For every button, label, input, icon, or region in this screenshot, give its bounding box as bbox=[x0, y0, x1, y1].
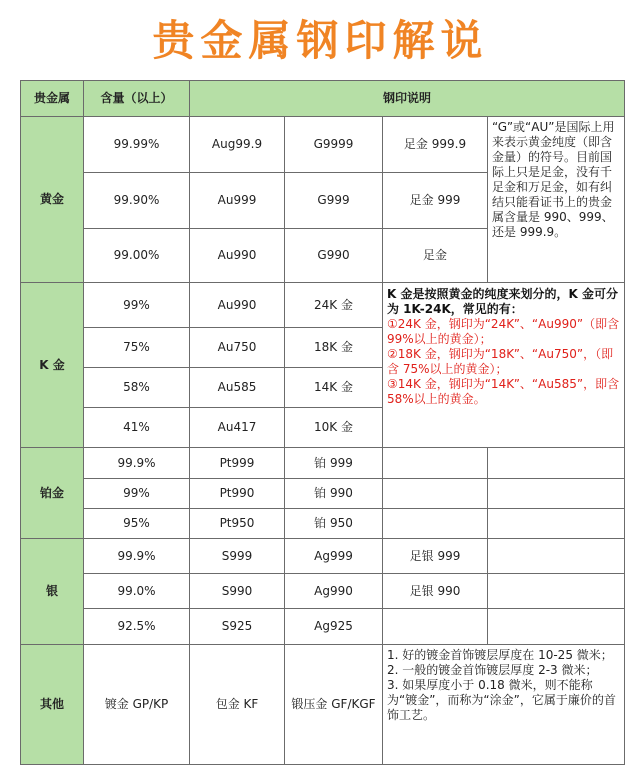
table-row bbox=[21, 117, 625, 173]
header-stamp-desc: 钢印说明 bbox=[190, 81, 625, 117]
k-gold-note bbox=[383, 283, 625, 448]
stamp-cell: G9999 bbox=[285, 117, 383, 173]
stamp-cell: Au750 bbox=[190, 328, 285, 368]
name-cell: 足银 990 bbox=[383, 574, 488, 609]
stamp-cell: G999 bbox=[285, 173, 383, 229]
empty-cell bbox=[383, 448, 488, 479]
empty-cell bbox=[383, 509, 488, 539]
k-gold-note-item: ①24K 金，钢印为“24K”、“Au990”（即含 99%以上的黄金）； bbox=[387, 317, 620, 346]
stamp-cell: Au990 bbox=[190, 229, 285, 283]
purity-cell: 99.9% bbox=[84, 539, 190, 574]
stamp-cell: 14K 金 bbox=[285, 368, 383, 408]
purity-cell: 99% bbox=[84, 479, 190, 509]
stamp-cell: Au990 bbox=[190, 283, 285, 328]
k-gold-note-item: ②18K 金，钢印为“18K”、“Au750”，（即含 75%以上的黄金）； bbox=[387, 347, 614, 376]
stamp-cell: S990 bbox=[190, 574, 285, 609]
header-metal: 贵金属 bbox=[21, 81, 84, 117]
name-cell: 足金 999.9 bbox=[383, 117, 488, 173]
header-content: 含量（以上） bbox=[84, 81, 190, 117]
other-note bbox=[383, 645, 625, 765]
name-cell: 足银 999 bbox=[383, 539, 488, 574]
other-note-item: 1. 好的镀金首饰镀层厚度在 10-25 微米； bbox=[387, 648, 613, 662]
stamp-cell: Au417 bbox=[190, 408, 285, 448]
plating-cell: 锻压金 GF/KGF bbox=[285, 645, 383, 765]
group-silver: 银 bbox=[21, 539, 84, 645]
table-row bbox=[21, 509, 625, 539]
empty-cell bbox=[488, 574, 625, 609]
stamp-cell: 铂 990 bbox=[285, 479, 383, 509]
stamp-cell: Pt999 bbox=[190, 448, 285, 479]
stamp-cell: Au585 bbox=[190, 368, 285, 408]
table-row bbox=[21, 479, 625, 509]
stamp-cell: 铂 950 bbox=[285, 509, 383, 539]
name-cell: 足金 bbox=[383, 229, 488, 283]
stamp-cell: Aug99.9 bbox=[190, 117, 285, 173]
gold-note: “G”或“AU”是国际上用来表示黄金纯度（即含金量）的符号。目前国际上只是足金，没有千足金和万足金，如有纠结只能看证书上的贵金属含量是 990、999、还是 999.9。 bbox=[488, 117, 625, 283]
empty-cell bbox=[488, 539, 625, 574]
purity-cell: 58% bbox=[84, 368, 190, 408]
stamp-cell: Ag999 bbox=[285, 539, 383, 574]
group-k-gold: K 金 bbox=[21, 283, 84, 448]
purity-cell: 92.5% bbox=[84, 609, 190, 645]
purity-cell: 75% bbox=[84, 328, 190, 368]
purity-cell: 99.99% bbox=[84, 117, 190, 173]
purity-cell: 95% bbox=[84, 509, 190, 539]
table-row bbox=[21, 609, 625, 645]
stamp-cell: Ag990 bbox=[285, 574, 383, 609]
k-gold-note-lead: K 金是按照黄金的纯度来划分的，K 金可分为 1K-24K，常见的有： bbox=[387, 287, 618, 316]
other-note-item: 3. 如果厚度小于 0.18 微米，则不能称为“镀金”，而称为“涂金”，它属于廉价的首饰工艺。 bbox=[387, 678, 616, 722]
stamp-cell: Pt950 bbox=[190, 509, 285, 539]
name-cell bbox=[383, 609, 488, 645]
precious-metal-stamp-table bbox=[20, 80, 625, 765]
stamp-cell: Ag925 bbox=[285, 609, 383, 645]
stamp-cell: 10K 金 bbox=[285, 408, 383, 448]
plating-cell: 镀金 GP/KP bbox=[84, 645, 190, 765]
purity-cell: 99% bbox=[84, 283, 190, 328]
group-gold: 黄金 bbox=[21, 117, 84, 283]
other-note-item: 2. 一般的镀金首饰镀层厚度 2-3 微米； bbox=[387, 663, 598, 677]
plating-cell: 包金 KF bbox=[190, 645, 285, 765]
page-title: 贵金属钢印解说 bbox=[152, 16, 489, 65]
empty-cell bbox=[383, 479, 488, 509]
name-cell: 足金 999 bbox=[383, 173, 488, 229]
purity-cell: 99.9% bbox=[84, 448, 190, 479]
stamp-cell: S925 bbox=[190, 609, 285, 645]
stamp-cell: Au999 bbox=[190, 173, 285, 229]
table-row bbox=[21, 283, 625, 328]
stamp-cell: S999 bbox=[190, 539, 285, 574]
purity-cell: 99.90% bbox=[84, 173, 190, 229]
stamp-cell: 24K 金 bbox=[285, 283, 383, 328]
purity-cell: 99.0% bbox=[84, 574, 190, 609]
empty-cell bbox=[488, 509, 625, 539]
empty-cell bbox=[488, 609, 625, 645]
empty-cell bbox=[488, 448, 625, 479]
empty-cell bbox=[488, 479, 625, 509]
group-other: 其他 bbox=[21, 645, 84, 765]
table-row bbox=[21, 448, 625, 479]
stamp-cell: 18K 金 bbox=[285, 328, 383, 368]
stamp-cell: Pt990 bbox=[190, 479, 285, 509]
purity-cell: 41% bbox=[84, 408, 190, 448]
header-row bbox=[21, 81, 625, 117]
table-row bbox=[21, 539, 625, 574]
stamp-cell: G990 bbox=[285, 229, 383, 283]
group-platinum: 铂金 bbox=[21, 448, 84, 539]
table-row bbox=[21, 574, 625, 609]
table-row bbox=[21, 645, 625, 765]
k-gold-note-item: ③14K 金，钢印为“14K”、“Au585”，即含 58%以上的黄金。 bbox=[387, 377, 620, 406]
purity-cell: 99.00% bbox=[84, 229, 190, 283]
stamp-cell: 铂 999 bbox=[285, 448, 383, 479]
